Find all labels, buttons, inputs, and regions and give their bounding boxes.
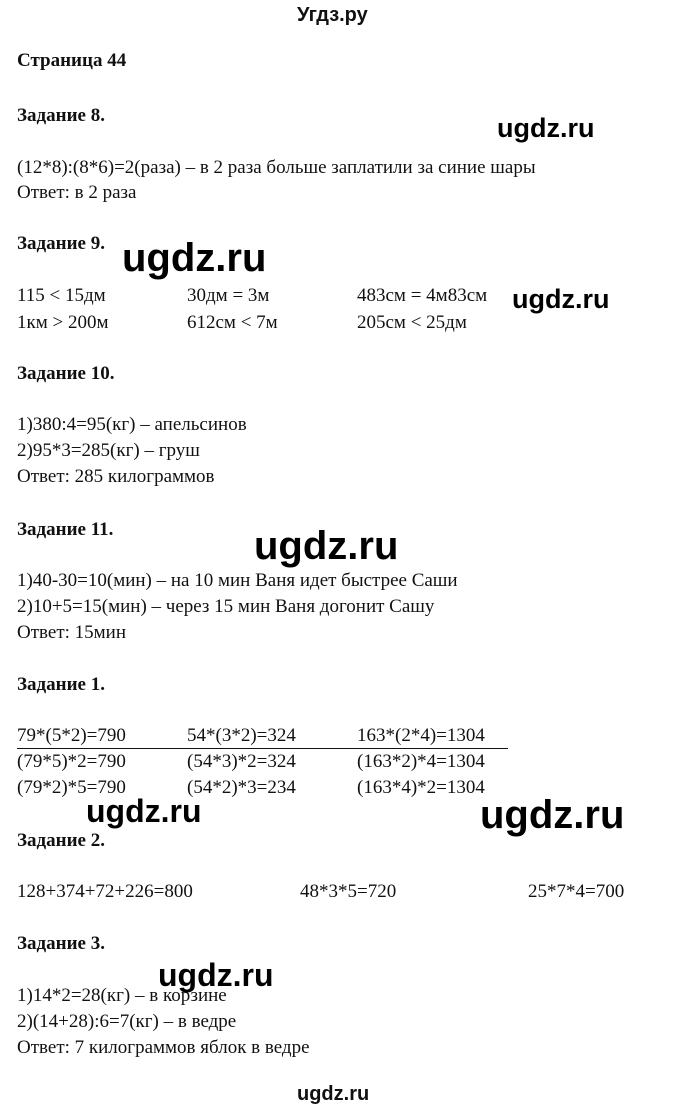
task1-cell: (54*2)*3=234 (187, 777, 296, 798)
task9-cell: 115 < 15дм (17, 285, 106, 306)
task11-answer: Ответ: 15мин (17, 622, 127, 643)
task1-cell: (54*3)*2=324 (187, 751, 296, 772)
task10-line: 1)380:4=95(кг) – апельсинов (17, 414, 247, 435)
task11-heading: Задание 11. (17, 519, 114, 540)
task8-heading: Задание 8. (17, 105, 105, 126)
task9-cell: 1км > 200м (17, 312, 109, 333)
task8-line: (12*8):(8*6)=2(раза) – в 2 раза больше заплатили за синие шары (17, 157, 536, 178)
watermark: ugdz.ru (512, 284, 610, 314)
task1-cell: (79*2)*5=790 (17, 777, 126, 798)
watermark: ugdz.ru (158, 957, 274, 993)
page-heading: Страница 44 (17, 50, 127, 71)
task9-cell: 205см < 25дм (357, 312, 467, 333)
task3-line: 1)14*2=28(кг) – в корзине (17, 985, 227, 1006)
task8-answer: Ответ: в 2 раза (17, 182, 137, 203)
task1-cell: (79*5)*2=790 (17, 751, 126, 772)
task3-line: 2)(14+28):6=7(кг) – в ведре (17, 1011, 237, 1032)
task2-item: 128+374+72+226=800 (17, 881, 193, 902)
watermark: ugdz.ru (254, 524, 399, 568)
task3-heading: Задание 3. (17, 933, 105, 954)
task11-line: 2)10+5=15(мин) – через 15 мин Ваня догонит Сашу (17, 596, 435, 617)
task10-heading: Задание 10. (17, 363, 115, 384)
task9-cell: 483см = 4м83см (357, 285, 488, 306)
task1-cell: 79*(5*2)=790 (17, 725, 126, 746)
task9-cell: 612см < 7м (187, 312, 278, 333)
site-title: Угдз.ру (297, 4, 368, 26)
task10-line: 2)95*3=285(кг) – груш (17, 440, 200, 461)
task1-cell: (163*2)*4=1304 (357, 751, 485, 772)
watermark: ugdz.ru (480, 793, 625, 837)
task3-answer: Ответ: 7 килограммов яблок в ведре (17, 1037, 310, 1058)
task2-item: 48*3*5=720 (300, 881, 397, 902)
watermark: ugdz.ru (86, 793, 202, 829)
task11-line: 1)40-30=10(мин) – на 10 мин Ваня идет быстрее Саши (17, 570, 458, 591)
task1-underlined-row (17, 725, 508, 749)
task1-heading: Задание 1. (17, 674, 105, 695)
watermark: ugdz.ru (122, 236, 267, 280)
footer-watermark: ugdz.ru (297, 1083, 370, 1105)
task1-cell: 163*(2*4)=1304 (357, 725, 485, 746)
task10-answer: Ответ: 285 килограммов (17, 466, 215, 487)
task2-item: 25*7*4=700 (528, 881, 625, 902)
task2-heading: Задание 2. (17, 830, 105, 851)
task9-heading: Задание 9. (17, 233, 105, 254)
task1-cell: 54*(3*2)=324 (187, 725, 296, 746)
watermark: ugdz.ru (497, 113, 595, 143)
task1-cell: (163*4)*2=1304 (357, 777, 485, 798)
task9-cell: 30дм = 3м (187, 285, 270, 306)
